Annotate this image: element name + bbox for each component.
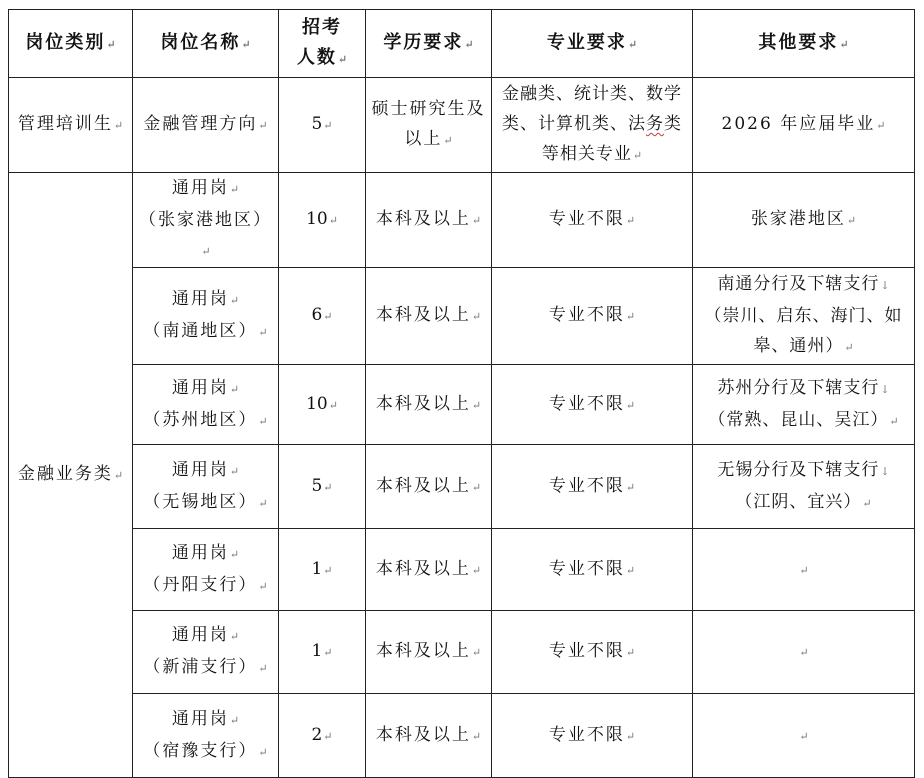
major-line3: 等相关专业↵ bbox=[541, 144, 643, 164]
name-line2: （苏州地区）↵ bbox=[143, 409, 268, 430]
other-line1: 苏州分行及下辖支行↓ bbox=[717, 377, 890, 398]
cell-count: 1↵ bbox=[279, 529, 366, 611]
cell-major: 专业不限↵ bbox=[492, 694, 693, 778]
name-line1: 通用岗↵ bbox=[171, 708, 240, 729]
table-row bbox=[9, 611, 915, 694]
cell-count: 1↵ bbox=[279, 611, 366, 694]
cell-name bbox=[133, 445, 279, 529]
other-line3: 皋、通州）↵ bbox=[753, 336, 854, 356]
header-count bbox=[279, 10, 366, 78]
header-category: 岗位类别↵ bbox=[9, 10, 133, 78]
cell-name bbox=[133, 529, 279, 611]
cell-other bbox=[693, 268, 915, 365]
cell-education: 本科及以上↵ bbox=[366, 173, 492, 268]
cell-count: 2↵ bbox=[279, 694, 366, 778]
cell-count: 6↵ bbox=[279, 268, 366, 365]
name-line2: （宿豫支行）↵ bbox=[143, 740, 268, 761]
major-line2: 类、计算机类、法务类 bbox=[502, 114, 682, 134]
cell-name bbox=[133, 611, 279, 694]
cell-major bbox=[492, 78, 693, 173]
table-row bbox=[9, 529, 915, 611]
other-line2: （常熟、昆山、吴江）↵ bbox=[708, 409, 899, 430]
recruitment-table bbox=[8, 9, 915, 778]
education-line1: 硕士研究生及 bbox=[371, 99, 486, 119]
table-row bbox=[9, 365, 915, 445]
cell-name bbox=[133, 365, 279, 445]
cell-other: ↵ bbox=[693, 694, 915, 778]
header-other: 其他要求↵ bbox=[693, 10, 915, 78]
name-line1: 通用岗↵ bbox=[171, 625, 240, 645]
cell-count: 10↵ bbox=[279, 365, 366, 445]
cell-major: 专业不限↵ bbox=[492, 268, 693, 365]
header-count-line1: 招考 bbox=[302, 16, 342, 38]
name-line1: 通用岗↵ bbox=[171, 542, 240, 563]
cell-group-category: 金融业务类↵ bbox=[9, 173, 133, 778]
cell-other: 2026 年应届毕业↵ bbox=[693, 78, 915, 173]
table-row bbox=[9, 78, 915, 173]
cell-major: 专业不限↵ bbox=[492, 173, 693, 268]
cell-other: ↵ bbox=[693, 611, 915, 694]
name-line2: （南通地区）↵ bbox=[143, 321, 268, 341]
cell-education: 本科及以上↵ bbox=[366, 694, 492, 778]
header-name: 岗位名称↵ bbox=[133, 10, 279, 78]
cell-name: 金融管理方向↵ bbox=[133, 78, 279, 173]
name-line1: 通用岗↵ bbox=[171, 459, 240, 480]
header-education: 学历要求↵ bbox=[366, 10, 492, 78]
table-row bbox=[9, 445, 915, 529]
cell-name bbox=[133, 173, 279, 268]
cell-education: 本科及以上↵ bbox=[366, 445, 492, 529]
cell-major: 专业不限↵ bbox=[492, 611, 693, 694]
cell-category: 管理培训生↵ bbox=[9, 78, 133, 173]
other-line1: 无锡分行及下辖支行↓ bbox=[717, 459, 890, 480]
cell-count: 5↵ bbox=[279, 78, 366, 173]
name-line2: （丹阳支行）↵ bbox=[143, 574, 268, 595]
cell-name bbox=[133, 268, 279, 365]
cell-name bbox=[133, 694, 279, 778]
cell-education bbox=[366, 78, 492, 173]
header-row bbox=[9, 10, 915, 78]
cell-education: 本科及以上↵ bbox=[366, 365, 492, 445]
other-line2: （崇川、启东、海门、如 bbox=[704, 306, 903, 326]
cell-major: 专业不限↵ bbox=[492, 529, 693, 611]
cell-education: 本科及以上↵ bbox=[366, 529, 492, 611]
name-line1: 通用岗↵ bbox=[171, 289, 240, 309]
other-line2: （江阴、宜兴）↵ bbox=[735, 491, 872, 512]
name-line2: （张家港地区）↵ bbox=[139, 210, 272, 258]
header-count-line2: 人数↵ bbox=[296, 46, 348, 68]
cell-education: 本科及以上↵ bbox=[366, 268, 492, 365]
header-major: 专业要求↵ bbox=[492, 10, 693, 78]
cell-major: 专业不限↵ bbox=[492, 365, 693, 445]
table-row bbox=[9, 694, 915, 778]
education-line2: 以上↵ bbox=[404, 129, 453, 149]
cell-other bbox=[693, 365, 915, 445]
cell-count: 5↵ bbox=[279, 445, 366, 529]
table-row bbox=[9, 268, 915, 365]
name-line1: 通用岗↵ bbox=[171, 178, 240, 198]
cell-count: 10↵ bbox=[279, 173, 366, 268]
cell-other bbox=[693, 445, 915, 529]
name-line2: （新浦支行）↵ bbox=[143, 657, 268, 677]
major-line1: 金融类、统计类、数学 bbox=[502, 84, 682, 104]
name-line1: 通用岗↵ bbox=[171, 377, 240, 398]
cell-other: ↵ bbox=[693, 529, 915, 611]
cell-major: 专业不限↵ bbox=[492, 445, 693, 529]
cell-education: 本科及以上↵ bbox=[366, 611, 492, 694]
table-row bbox=[9, 173, 915, 268]
name-line2: （无锡地区）↵ bbox=[143, 491, 268, 512]
other-line1: 南通分行及下辖支行↓ bbox=[717, 274, 890, 294]
cell-other: 张家港地区↵ bbox=[693, 173, 915, 268]
